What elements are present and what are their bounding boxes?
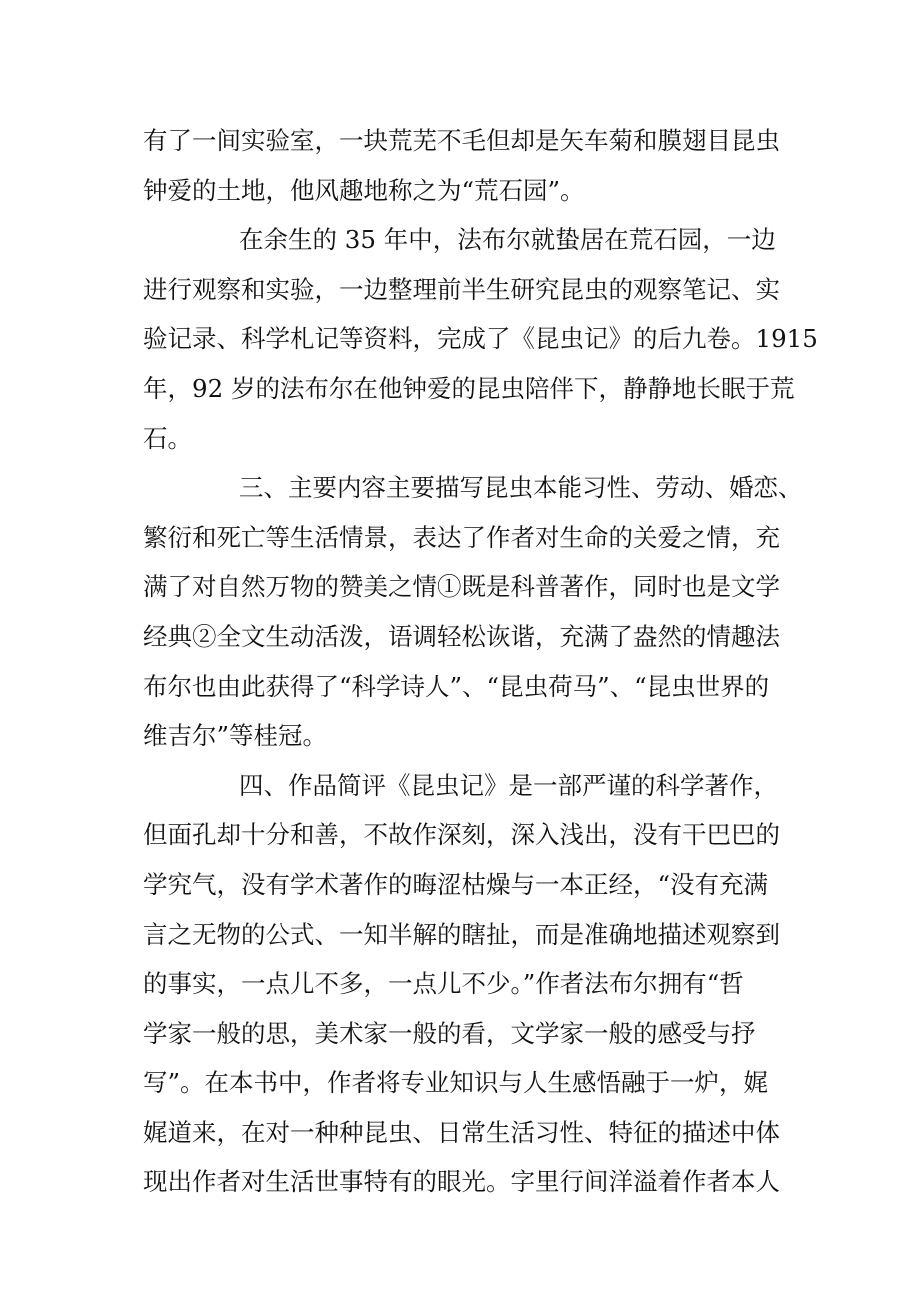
text-line: 满了对自然万物的赞美之情①既是科普著作，同时也是文学 [143, 572, 780, 602]
text-line: 写”。在本书中，作者将专业知识与人生感悟融于一炉，娓 [143, 1068, 769, 1098]
text-line: 石。 [143, 423, 192, 453]
text-line: 验记录、科学札记等资料，完成了《昆虫记》的后九卷。1915 [143, 324, 818, 354]
text-line: 娓道来，在对一种种昆虫、日常生活习性、特征的描述中体 [143, 1117, 780, 1147]
text-line: 学家一般的思，美术家一般的看，文学家一般的感受与抒 [143, 1018, 756, 1048]
text-line: 学究气，没有学术著作的晦涩枯燥与一本正经，“没有充满 [143, 869, 769, 899]
body-text [143, 116, 818, 1207]
text-line: 在余生的 35 年中，法布尔就蛰居在荒石园，一边 [239, 225, 776, 255]
text-line: 言之无物的公式、一知半解的瞎扯，而是准确地描述观察到 [143, 919, 780, 949]
text-line: 布尔也由此获得了“科学诗人”、“昆虫荷马”、“昆虫世界的 [143, 671, 770, 701]
text-line: 现出作者对生活世事特有的眼光。字里行间洋溢着作者本人 [143, 1167, 780, 1197]
text-line: 繁衍和死亡等生活情景，表达了作者对生命的关爱之情，充 [143, 522, 780, 552]
text-line: 进行观察和实验，一边整理前半生研究昆虫的观察笔记、实 [143, 274, 780, 304]
text-line: 维吉尔”等桂冠。 [143, 721, 328, 751]
text-line: 经典②全文生动活泼，语调轻松诙谐，充满了盎然的情趣法 [143, 621, 780, 651]
text-line: 三、主要内容主要描写昆虫本能习性、劳动、婚恋、 [239, 473, 803, 503]
text-line: 四、作品简评《昆虫记》是一部严谨的科学著作， [239, 770, 778, 800]
text-line: 有了一间实验室，一块荒芜不毛但却是矢车菊和膜翅目昆虫 [143, 126, 780, 155]
text-line: 的事实，一点儿不多，一点儿不少。”作者法布尔拥有“哲 [143, 969, 744, 999]
text-line: 但面孔却十分和善，不故作深刻，深入浅出，没有干巴巴的 [143, 820, 780, 850]
text-line: 钟爱的土地，他风趣地称之为“荒石园”。 [143, 175, 585, 205]
text-line: 年，92 岁的法布尔在他钟爱的昆虫陪伴下，静静地长眠于荒 [143, 373, 795, 403]
